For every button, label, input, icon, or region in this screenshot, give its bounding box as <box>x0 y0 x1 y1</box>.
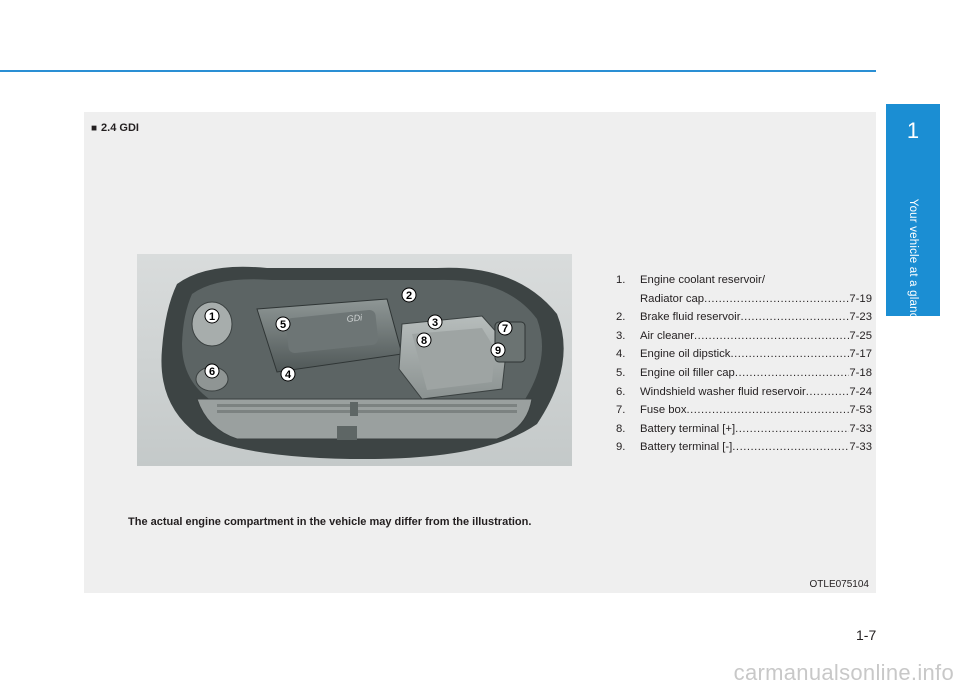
callout-3: 3 <box>431 317 439 329</box>
svg-text:GDi: GDi <box>346 312 363 324</box>
legend-item: 2. Brake fluid reservoir ..... 7-23 <box>616 308 872 327</box>
callout-6: 6 <box>208 366 216 378</box>
callout-9: 9 <box>494 345 502 357</box>
section-title <box>91 122 139 134</box>
page-number: 1-7 <box>856 627 877 643</box>
section-title-text: 2.4 GDI <box>101 122 139 134</box>
callout-8: 8 <box>420 335 428 347</box>
callout-1: 1 <box>208 311 216 323</box>
header-rule <box>0 70 876 72</box>
callout-7: 7 <box>501 323 509 335</box>
callout-2: 2 <box>405 290 413 302</box>
chapter-title: Your vehicle at a glance <box>907 198 919 326</box>
illustration-code: OTLE075104 <box>809 579 869 590</box>
legend-item: 3. Air cleaner ..... 7-25 <box>616 327 872 346</box>
legend-item: 4. Engine oil dipstick ..... 7-17 <box>616 345 872 364</box>
legend-item: 6. Windshield washer fluid reservoir ..... 7-24 <box>616 383 872 402</box>
square-bullet-icon: ■ <box>91 123 98 134</box>
engine-compartment-illustration <box>137 254 572 466</box>
legend-item: 5. Engine oil filler cap ..... 7-18 <box>616 364 872 383</box>
watermark: carmanualsonline.info <box>733 660 954 685</box>
legend-item: 8. Battery terminal [+] ..... 7-33 <box>616 420 872 439</box>
legend-item: 7. Fuse box ..... 7-53 <box>616 401 872 420</box>
chapter-number: 1 <box>906 118 920 143</box>
component-legend <box>616 271 872 457</box>
legend-item: 9. Battery terminal [-] ..... 7-33 <box>616 438 872 457</box>
legend-item: 1. Engine coolant reservoir/ <box>616 274 765 286</box>
illustration-note: The actual engine compartment in the vehicle may differ from the illustration. <box>128 516 532 528</box>
callout-5: 5 <box>279 319 287 331</box>
callout-4: 4 <box>284 369 292 381</box>
chapter-tab <box>886 104 940 326</box>
legend-item-continuation: Radiator cap ..... 7-19 <box>616 290 872 309</box>
